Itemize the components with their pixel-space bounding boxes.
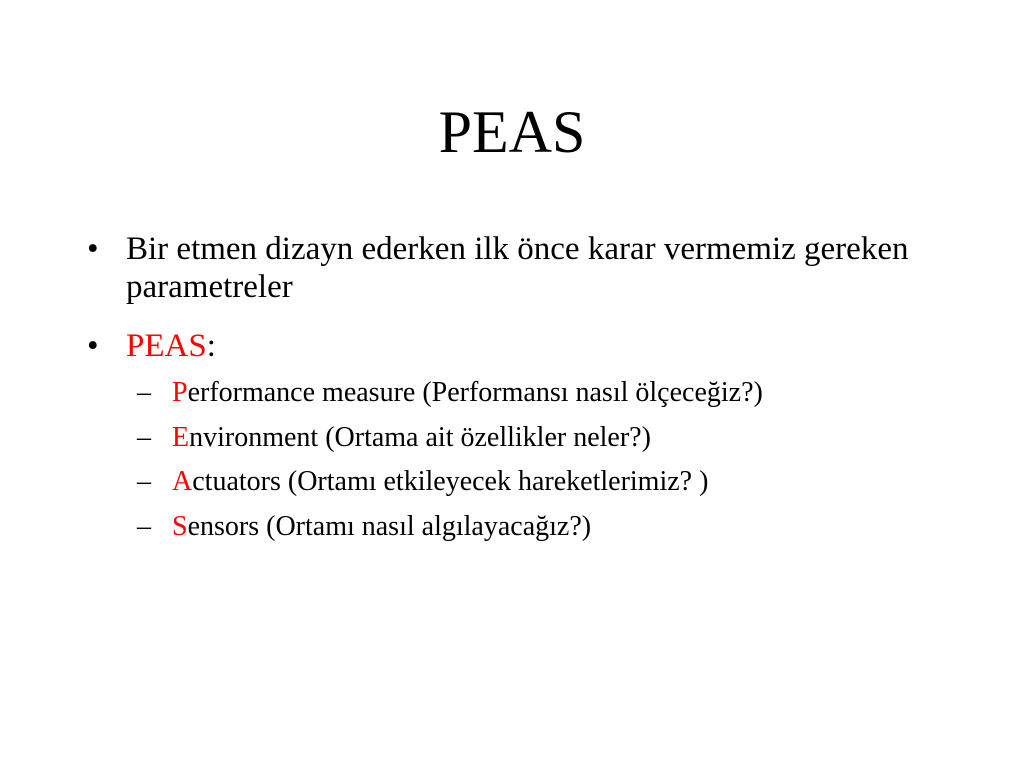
bullet-text [126, 327, 1006, 365]
sub-bullet-marker: – [137, 466, 151, 497]
slide-title: PEAS [438, 99, 586, 165]
bullet-marker: • [87, 231, 99, 267]
sub-bullet-marker: – [137, 422, 151, 453]
sub-bullet-rest: erformance measure (Performansı nasıl ölçeceğiz?) [187, 377, 763, 408]
sub-bullet-marker: – [137, 377, 151, 408]
sub-bullet-initial: S [172, 511, 188, 542]
sub-bullet-rest: nvironment (Ortama ait özellikler neler?) [189, 422, 651, 453]
bullet-text: Bir etmen dizayn ederken ilk önce karar vermemiz gereken parametreler [126, 231, 909, 305]
sub-bullet-text [172, 465, 708, 499]
peas-highlight: PEAS [126, 328, 207, 364]
sub-bullet-text [172, 421, 651, 455]
peas-colon: : [206, 328, 216, 364]
sub-bullet-text [172, 510, 591, 544]
sub-bullet-initial: P [172, 377, 188, 408]
sub-bullet-rest: ctuators (Ortamı etkileyecek hareketlerimiz? ) [192, 466, 709, 497]
sub-bullet-text [172, 376, 763, 410]
sub-bullet-rest: ensors (Ortamı nasıl algılayacağız?) [187, 511, 592, 542]
sub-bullet-initial: E [172, 422, 190, 453]
sub-bullet-marker: – [137, 511, 151, 542]
sub-bullet-initial: A [172, 466, 193, 497]
bullet-marker: • [87, 328, 99, 364]
